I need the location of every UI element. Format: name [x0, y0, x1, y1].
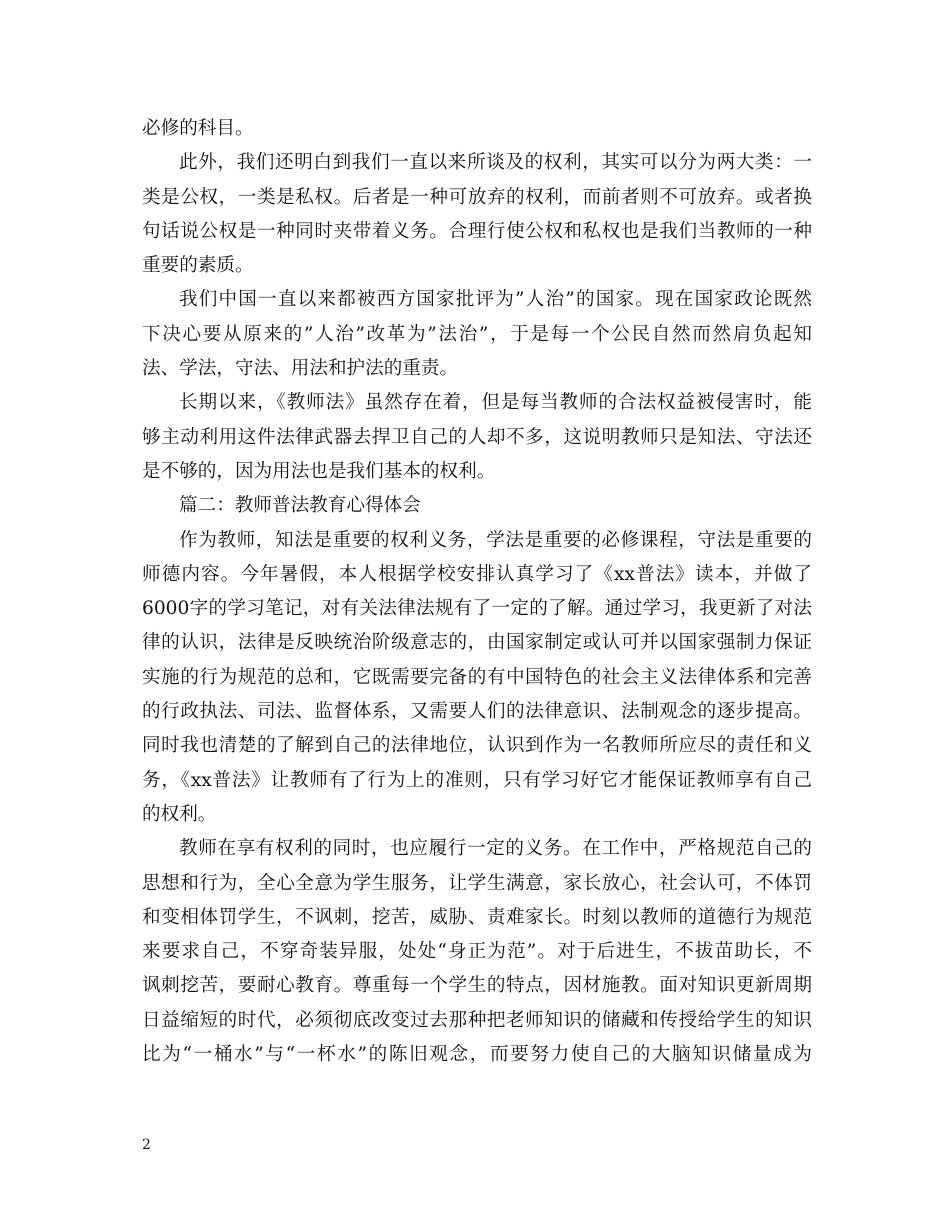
text-line: 律的认识，法律是反映统治阶级意志的，由国家制定或认可并以国家强制力保证: [142, 632, 812, 654]
text-line: 作为教师，知法是重要的权利义务，学法是重要的必修课程，守法是重要的: [179, 529, 812, 551]
text-line: 日益缩短的时代，必须彻底改变过去那种把老师知识的储藏和传授给学生的知识: [142, 1009, 812, 1031]
text-line: 够主动利用这件法律武器去捍卫自己的人却不多，这说明教师只是知法、守法还: [142, 426, 812, 448]
text-line: 比为“一桶水”与“一杯水”的陈旧观念，而要努力使自己的大脑知识储量成为: [142, 1044, 812, 1066]
text-line: 此外，我们还明白到我们一直以来所谈及的权利，其实可以分为两大类：一: [179, 152, 812, 174]
text-line: 重要的素质。: [142, 255, 254, 277]
document-body: [142, 112, 812, 1072]
text-line: 师德内容。今年暑假，本人根据学校安排认真学习了《xx普法》读本，并做了: [142, 563, 812, 585]
text-line: 句话说公权是一种同时夹带着义务。合理行使公权和私权也是我们当教师的一种: [142, 220, 812, 242]
page-number: 2: [142, 1137, 151, 1153]
text-line: 务，《xx普法》让教师有了行为上的准则，只有学习好它才能保证教师享有自己: [142, 769, 812, 791]
text-line: 实施的行为规范的总和，它既需要完备的有中国特色的社会主义法律体系和完善: [142, 666, 812, 688]
text-line: 来要求自己，不穿奇装异服，处处“身正为范”。对于后进生，不拔苗助长，不: [142, 941, 812, 963]
text-line: 我们中国一直以来都被西方国家批评为”人治”的国家。现在国家政论既然: [179, 289, 812, 311]
text-line: 同时我也清楚的了解到自己的法律地位，认识到作为一名教师所应尽的责任和义: [142, 735, 812, 757]
text-line: 和变相体罚学生，不讽刺，挖苦，威胁、责难家长。时刻以教师的道德行为规范: [142, 906, 812, 928]
text-line: 6000字的学习笔记，对有关法律法规有了一定的了解。通过学习，我更新了对法: [142, 598, 812, 620]
text-line: 下决心要从原来的”人治”改革为”法治”，于是每一个公民自然而然肩负起知: [142, 323, 812, 345]
text-line: 长期以来，《教师法》虽然存在着，但是每当教师的合法权益被侵害时，能: [179, 392, 812, 414]
text-line: 思想和行为，全心全意为学生服务，让学生满意，家长放心，社会认可，不体罚: [142, 872, 812, 894]
text-line: 的行政执法、司法、监督体系，又需要人们的法律意识、法制观念的逐步提高。: [142, 701, 812, 723]
text-line: 篇二：教师普法教育心得体会: [179, 495, 421, 517]
text-line: 必修的科目。: [142, 118, 254, 139]
text-line: 是不够的，因为用法也是我们基本的权利。: [142, 460, 496, 482]
text-line: 教师在享有权利的同时，也应履行一定的义务。在工作中，严格规范自己的: [179, 838, 812, 860]
text-line: 法、学法，守法、用法和护法的重责。: [142, 358, 459, 380]
text-line: 的权利。: [142, 803, 217, 825]
text-line: 类是公权，一类是私权。后者是一种可放弃的权利，而前者则不可放弃。或者换: [142, 186, 812, 208]
text-line: 讽刺挖苦，要耐心教育。尊重每一个学生的特点，因材施教。面对知识更新周期: [142, 975, 812, 997]
